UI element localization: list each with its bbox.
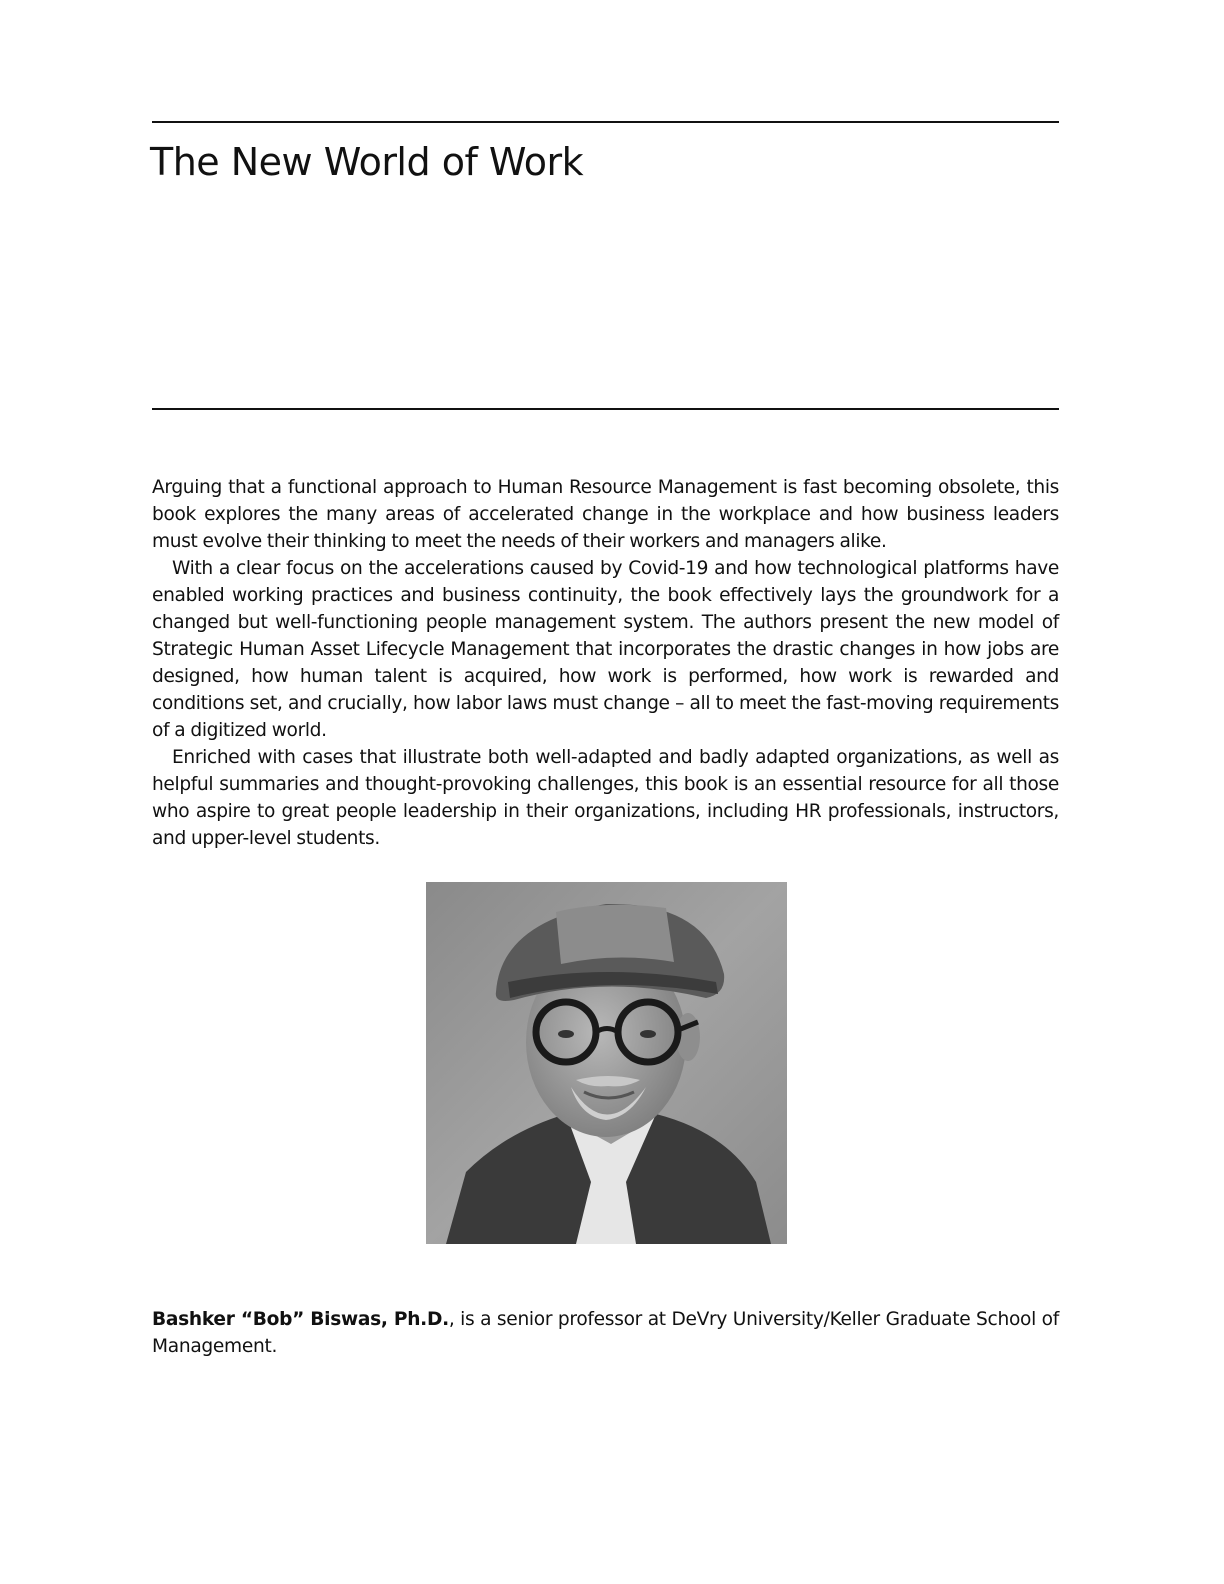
bottom-rule — [152, 408, 1059, 410]
description-paragraph-3: Enriched with cases that illustrate both well-adapted and badly adapted organizations, as well as helpful summaries and thought-provoking challenges, this book is an essential resource for all those who aspire to great people leadership in their organizations, including HR professionals, instructors, and upper-level students. — [152, 747, 1059, 849]
author-bio-text: , is a senior professor at DeVry University/Keller Graduate School of Management. — [152, 1309, 1059, 1357]
description-paragraph-1: Arguing that a functional approach to Human Resource Management is fast becoming obsolete, this book explores the many areas of accelerated change in the workplace and how business leaders must evolve their thinking to meet the needs of their workers and managers alike. — [152, 477, 1059, 552]
top-rule — [152, 121, 1059, 123]
author-photo — [426, 882, 787, 1244]
author-bio — [152, 1306, 1059, 1360]
description-paragraph-2: With a clear focus on the accelerations caused by Covid-19 and how technological platforms have enabled working practices and business continuity, the book effectively lays the groundwork for a changed but well-functioning people management system. The authors present the new model of Strategic Human Asset Lifecycle Management that incorporates the drastic changes in how jobs are designed, how human talent is acquired, how work is performed, how work is rewarded and conditions set, and crucially, how labor laws must change – all to meet the fast-moving requirements of a digitized world. — [152, 558, 1059, 741]
book-description — [152, 474, 1059, 852]
book-title: The New World of Work — [150, 140, 584, 184]
author-name: Bashker “Bob” Biswas, Ph.D. — [152, 1309, 449, 1330]
